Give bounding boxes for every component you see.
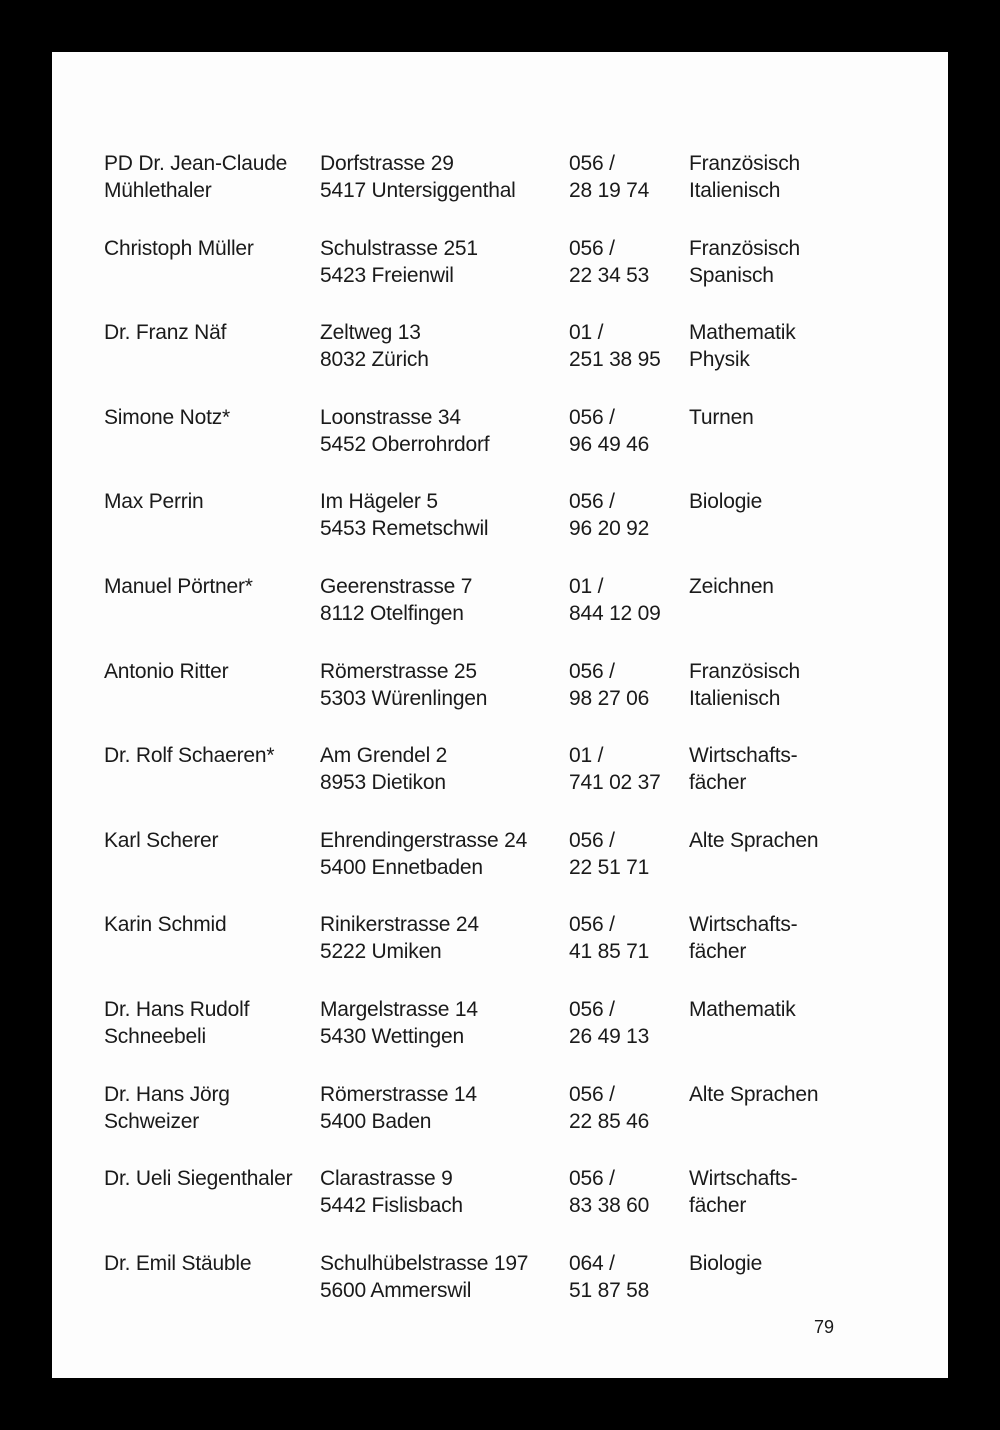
entry-address-line: Schulstrasse 251 [320, 236, 478, 260]
entry-address-line: Ehrendingerstrasse 24 [320, 828, 528, 852]
entry-address-line: Römerstrasse 25 [320, 659, 477, 683]
entry-address [320, 996, 478, 1050]
entry-name-line: Manuel Pörtner* [104, 574, 253, 598]
entry-subjects-line: Französisch [689, 152, 801, 175]
directory-entry [104, 1165, 864, 1250]
entry-subjects-line: Italienisch [689, 179, 781, 202]
entry-name [104, 827, 218, 854]
entry-phone-line: 41 85 71 [569, 940, 650, 964]
entry-name [104, 1250, 251, 1277]
entry-name [104, 235, 254, 262]
directory-entry [104, 1081, 864, 1166]
entry-subjects-line: Wirtschafts- [689, 744, 798, 768]
entry-address [320, 319, 429, 373]
entry-subjects [689, 658, 800, 712]
entry-subjects-line: Italienisch [689, 686, 781, 710]
entry-phone-line: 26 49 13 [569, 1024, 650, 1048]
entry-phone [569, 996, 649, 1050]
entry-address-line: Clarastrasse 9 [320, 1167, 453, 1191]
entry-subjects [689, 573, 774, 600]
entry-name-line: Dr. Hans Jörg [104, 1082, 230, 1106]
entry-address-line: 8032 Zürich [320, 348, 429, 372]
entry-phone [569, 1165, 649, 1219]
entry-phone-line: 96 20 92 [569, 517, 650, 541]
entry-subjects-line: Mathematik [689, 997, 796, 1021]
entry-name-line: Dr. Rolf Schaeren* [104, 744, 275, 768]
entry-address [320, 488, 488, 542]
entry-subjects-line: Biologie [689, 490, 763, 514]
entry-address [320, 1165, 463, 1219]
entry-address [320, 1081, 477, 1135]
entry-phone-line: 056 / [569, 490, 615, 514]
entry-phone [569, 404, 649, 458]
entry-address [320, 150, 516, 204]
entry-name [104, 996, 249, 1050]
entry-phone [569, 235, 649, 289]
entry-address-line: Geerenstrasse 7 [320, 574, 473, 598]
entry-address-line: 5222 Umiken [320, 940, 442, 964]
page-number: 79 [814, 1317, 835, 1337]
entry-name [104, 911, 226, 938]
entry-name-line: Schneebeli [104, 1024, 206, 1048]
entry-subjects-line: Alte Sprachen [689, 1082, 819, 1106]
directory-entry [104, 658, 864, 743]
entry-phone-line: 056 / [569, 659, 615, 683]
entry-phone-line: 01 / [569, 744, 604, 768]
entry-phone-line: 056 / [569, 1082, 615, 1106]
entry-phone-line: 22 34 53 [569, 263, 650, 287]
entry-address-line: 5442 Fislisbach [320, 1194, 463, 1218]
entry-name-line: Christoph Müller [104, 236, 254, 260]
entry-phone-line: 83 38 60 [569, 1194, 650, 1218]
entry-subjects [689, 742, 797, 796]
entry-phone [569, 827, 649, 881]
entry-address-line: Schulhübelstrasse 197 [320, 1251, 529, 1275]
entry-address-line: 5430 Wettingen [320, 1024, 464, 1048]
entry-phone-line: 741 02 37 [569, 771, 661, 795]
entry-address-line: 8112 Otelfingen [320, 601, 464, 625]
entry-name-line: Simone Notz* [104, 405, 230, 429]
directory-list [104, 150, 864, 1334]
entry-address-line: Im Hägeler 5 [320, 490, 438, 514]
entry-address-line: 5303 Würenlingen [320, 686, 488, 710]
entry-subjects-line: fächer [689, 1194, 747, 1218]
directory-entry [104, 742, 864, 827]
entry-name-line: Max Perrin [104, 490, 204, 514]
entry-phone-line: 51 87 58 [569, 1278, 650, 1302]
entry-subjects-line: Wirtschafts- [689, 913, 798, 937]
entry-name-line: Karl Scherer [104, 828, 219, 852]
entry-name [104, 150, 287, 204]
entry-phone [569, 573, 661, 627]
entry-phone [569, 1250, 649, 1304]
entry-address-line: 5453 Remetschwil [320, 517, 489, 541]
entry-name-line: Karin Schmid [104, 913, 227, 937]
entry-address-line: Margelstrasse 14 [320, 997, 478, 1021]
entry-address [320, 573, 472, 627]
entry-subjects-line: Physik [689, 348, 750, 372]
entry-address [320, 827, 527, 881]
entry-phone [569, 911, 649, 965]
entry-address-line: 5423 Freienwil [320, 263, 454, 287]
entry-address-line: 5600 Ammerswil [320, 1278, 472, 1302]
entry-address-line: Am Grendel 2 [320, 744, 448, 768]
entry-subjects-line: Wirtschafts- [689, 1167, 798, 1191]
entry-address-line: 8953 Dietikon [320, 771, 446, 795]
entry-phone-line: 056 / [569, 405, 615, 429]
entry-subjects-line: Biologie [689, 1251, 763, 1275]
entry-address [320, 742, 447, 796]
entry-address-line: 5400 Baden [320, 1109, 432, 1133]
directory-entry [104, 911, 864, 996]
entry-name-line: Schweizer [104, 1109, 200, 1133]
entry-address [320, 658, 487, 712]
entry-phone-line: 056 / [569, 997, 615, 1021]
entry-name [104, 742, 274, 769]
entry-name [104, 488, 204, 515]
entry-name-line: PD Dr. Jean-Claude [104, 152, 288, 175]
entry-address [320, 235, 478, 289]
entry-address-line: Loonstrasse 34 [320, 405, 461, 429]
entry-subjects [689, 996, 796, 1023]
entry-address-line: Zeltweg 13 [320, 321, 421, 345]
directory-entry [104, 235, 864, 320]
entry-phone-line: 844 12 09 [569, 601, 661, 625]
entry-phone-line: 056 / [569, 152, 615, 175]
entry-address [320, 1250, 528, 1304]
entry-subjects [689, 488, 762, 515]
entry-subjects-line: Spanisch [689, 263, 774, 287]
entry-subjects-line: Alte Sprachen [689, 828, 819, 852]
entry-phone [569, 1081, 649, 1135]
directory-entry [104, 150, 864, 235]
entry-subjects [689, 235, 800, 289]
entry-address-line: Dorfstrasse 29 [320, 152, 454, 175]
entry-address-line: 5452 Oberrohrdorf [320, 432, 490, 456]
entry-name [104, 319, 226, 346]
entry-name [104, 1165, 292, 1192]
entry-name [104, 1081, 230, 1135]
entry-address-line: 5417 Untersiggenthal [320, 179, 516, 202]
entry-phone-line: 01 / [569, 574, 604, 598]
entry-subjects [689, 1165, 797, 1219]
directory-entry [104, 827, 864, 912]
entry-subjects [689, 827, 818, 854]
entry-phone-line: 28 19 74 [569, 179, 650, 202]
entry-name-line: Dr. Emil Stäuble [104, 1251, 252, 1275]
entry-subjects-line: fächer [689, 771, 747, 795]
directory-entry [104, 573, 864, 658]
entry-name-line: Dr. Ueli Siegenthaler [104, 1167, 293, 1191]
entry-name-line: Dr. Franz Näf [104, 321, 227, 345]
entry-phone [569, 742, 661, 796]
entry-address-line: 5400 Ennetbaden [320, 855, 483, 879]
entry-phone-line: 056 / [569, 828, 615, 852]
entry-phone [569, 658, 649, 712]
entry-subjects-line: Mathematik [689, 321, 796, 345]
entry-subjects [689, 150, 800, 204]
entry-phone-line: 98 27 06 [569, 686, 650, 710]
entry-subjects-line: Französisch [689, 236, 801, 260]
entry-subjects [689, 319, 796, 373]
entry-subjects [689, 911, 797, 965]
entry-phone [569, 150, 649, 204]
directory-entry [104, 488, 864, 573]
entry-address-line: Rinikerstrasse 24 [320, 913, 479, 937]
entry-subjects [689, 1250, 762, 1277]
entry-name-line: Mühlethaler [104, 179, 212, 202]
entry-phone-line: 22 85 46 [569, 1109, 650, 1133]
entry-phone-line: 96 49 46 [569, 432, 650, 456]
entry-name [104, 404, 230, 431]
document-page [52, 52, 948, 1378]
entry-subjects-line: Französisch [689, 659, 801, 683]
entry-address [320, 911, 479, 965]
entry-phone-line: 22 51 71 [569, 855, 650, 879]
entry-name [104, 573, 253, 600]
entry-address [320, 404, 489, 458]
entry-phone-line: 056 / [569, 236, 615, 260]
entry-phone-line: 056 / [569, 1167, 615, 1191]
entry-subjects-line: fächer [689, 940, 747, 964]
entry-subjects-line: Turnen [689, 405, 754, 429]
directory-entry [104, 319, 864, 404]
directory-entry [104, 404, 864, 489]
entry-subjects-line: Zeichnen [689, 574, 774, 598]
entry-phone-line: 251 38 95 [569, 348, 661, 372]
entry-address-line: Römerstrasse 14 [320, 1082, 477, 1106]
entry-phone [569, 319, 661, 373]
entry-name [104, 658, 228, 685]
entry-name-line: Dr. Hans Rudolf [104, 997, 250, 1021]
entry-subjects [689, 1081, 818, 1108]
entry-phone-line: 064 / [569, 1251, 615, 1275]
entry-phone [569, 488, 649, 542]
entry-subjects [689, 404, 754, 431]
entry-name-line: Antonio Ritter [104, 659, 229, 683]
entry-phone-line: 01 / [569, 321, 604, 345]
directory-entry [104, 996, 864, 1081]
entry-phone-line: 056 / [569, 913, 615, 937]
directory-entry [104, 1250, 864, 1335]
